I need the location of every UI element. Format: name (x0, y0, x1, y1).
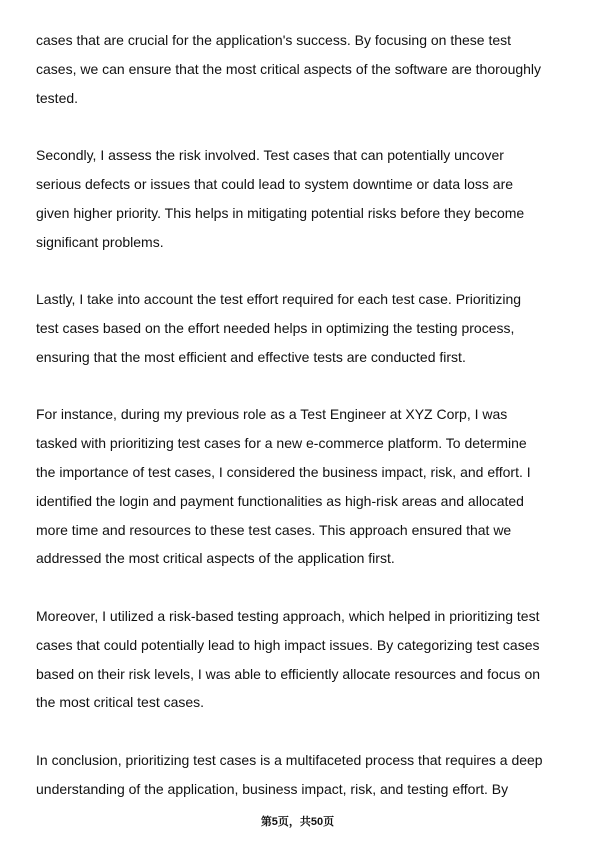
text-line: the importance of test cases, I considered the business impact, risk, and effort. I (36, 463, 531, 480)
paragraph-3 (36, 285, 564, 371)
text-line: cases that are crucial for the application's success. By focusing on these test (36, 32, 512, 48)
text-line: the most critical test cases. (36, 694, 205, 711)
body-text (36, 26, 564, 832)
text-line: Moreover, I utilized a risk-based testing approach, which helped in prioritizing test (36, 607, 540, 624)
text-line: tested. (36, 89, 79, 106)
text-line: ensuring that the most efficient and effective tests are conducted first. (36, 348, 466, 365)
text-line: tasked with prioritizing test cases for a new e-commerce platform. To determine (36, 435, 527, 452)
paragraph-4 (36, 400, 564, 573)
text-line: test cases based on the effort needed helps in optimizing the testing process, (36, 319, 515, 336)
text-line: serious defects or issues that could lead to system downtime or data loss are (36, 175, 514, 192)
text-line: Secondly, I assess the risk involved. Test cases that can potentially uncover (36, 147, 504, 164)
text-line: cases that could potentially lead to high impact issues. By categorizing test cases (36, 636, 540, 653)
text-line: given higher priority. This helps in mitigating potential risks before they become (36, 204, 525, 221)
text-line: identified the login and payment functionalities as high-risk areas and allocated (36, 492, 524, 509)
text-line: based on their risk levels, I was able to efficiently allocate resources and focus on (36, 665, 541, 682)
paragraph-5 (36, 602, 564, 717)
text-line: understanding of the application, business impact, risk, and testing effort. By (36, 780, 509, 797)
text-line: significant problems. (36, 233, 164, 250)
text-line: For instance, during my previous role as a Test Engineer at XYZ Corp, I was (36, 406, 508, 423)
text-line: In conclusion, prioritizing test cases is a multifaceted process that requires a deep (36, 751, 543, 768)
paragraph-6 (36, 746, 564, 804)
text-line: more time and resources to these test cases. This approach ensured that we (36, 521, 512, 538)
paragraph-2 (36, 141, 564, 256)
text-line: Lastly, I take into account the test effort required for each test case. Prioritizing (36, 291, 522, 308)
paragraph-1 (36, 26, 564, 112)
text-line: addressed the most critical aspects of the application first. (36, 550, 395, 567)
text-line: cases, we can ensure that the most critical aspects of the software are thoroughly (36, 60, 542, 77)
page-number: 第5页，共50页 (260, 816, 335, 828)
